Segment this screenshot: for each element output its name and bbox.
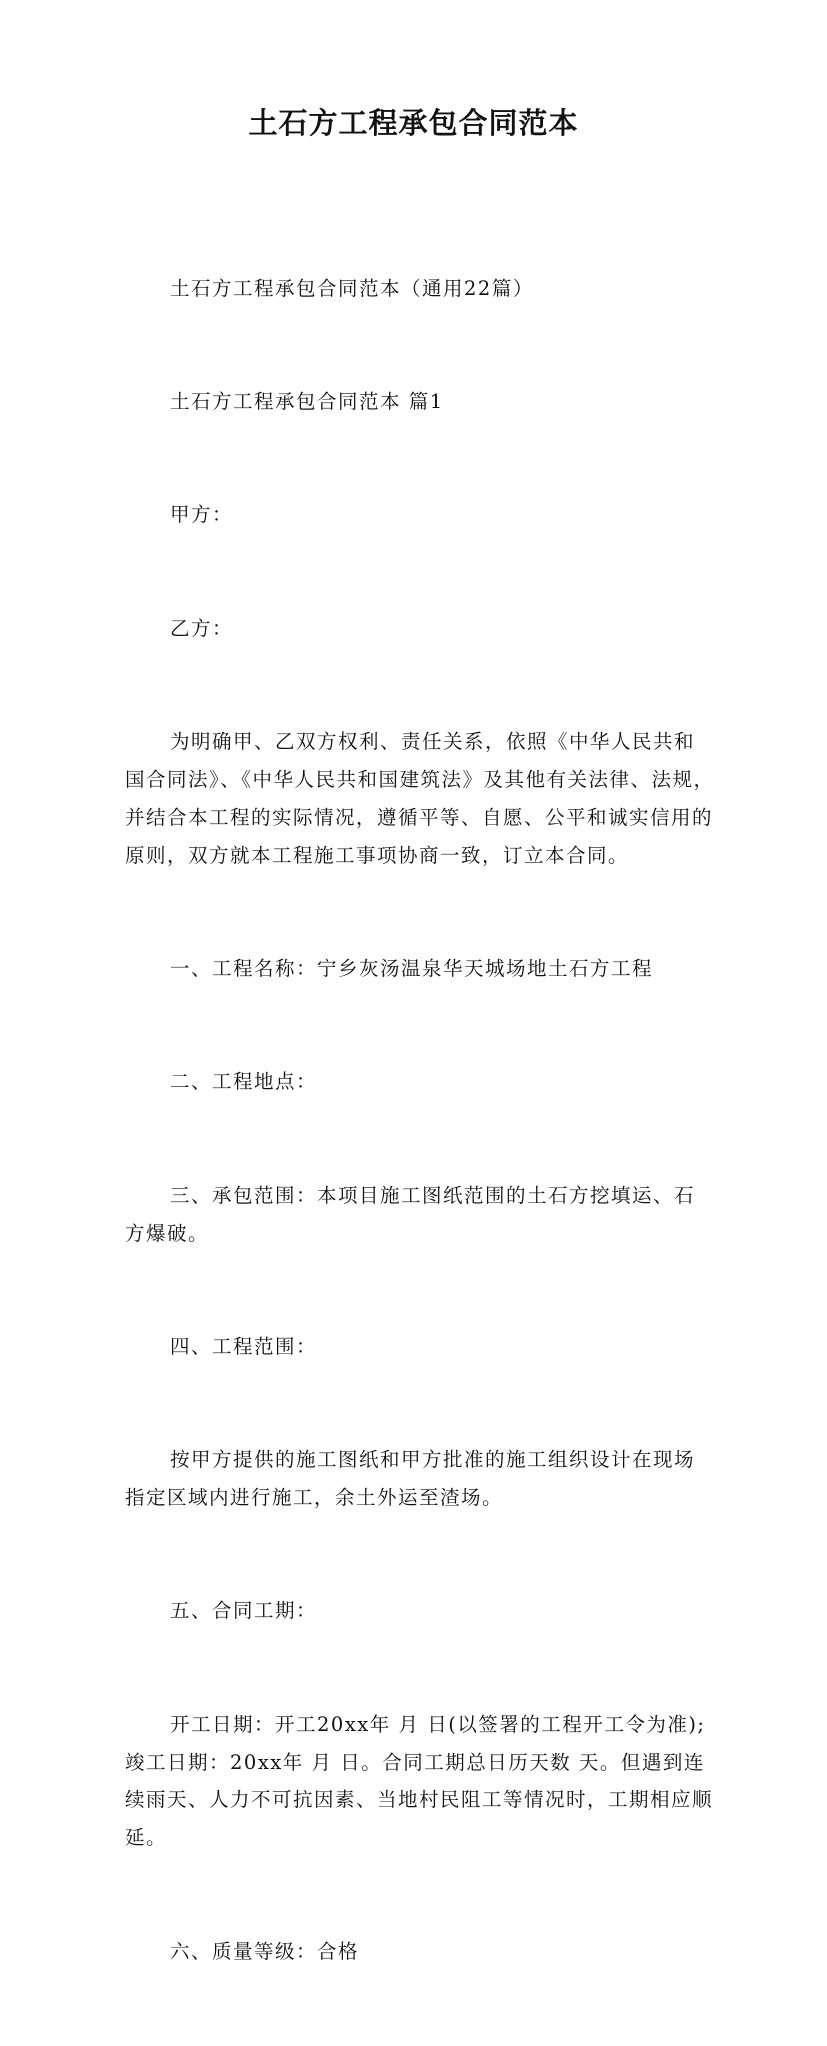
clause-project-name: 一、工程名称：宁乡灰汤温泉华天城场地土石方工程 [170, 956, 654, 980]
party-b-line: 乙方： [170, 616, 234, 640]
preamble-paragraph: 为明确甲、乙双方权利、责任关系，依照《中华人民共和国合同法》、《中华人民共和国建筑法》及其他有关法律、法规，并结合本工程的实际情况，遵循平等、自愿、公平和诚实信用的原则，双方就本工程施工事项协商一致，订立本合同。 [125, 730, 715, 867]
clause-contract-period: 五、合同工期： [170, 1599, 318, 1623]
clause-contract-scope: 三、承包范围：本项目施工图纸范围的土石方挖填运、石方爆破。 [125, 1183, 696, 1245]
clause-project-location: 二、工程地点： [170, 1070, 318, 1094]
subtitle-paragraph: 土石方工程承包合同范本（通用22篇） [170, 276, 534, 300]
document-title: 土石方工程承包合同范本 [248, 106, 579, 140]
clause-contract-period-detail: 开工日期：开工20xx年 月 日(以签署的工程开工令为准);竣工日期：20xx年 月 日。合同工期总日历天数 天。但遇到连续雨天、人力不可抗因素、当地村民阻工等情况时，工期相应顺延。 [125, 1712, 714, 1850]
section-heading-paragraph: 土石方工程承包合同范本 篇1 [170, 389, 444, 413]
clause-quality-grade: 六、质量等级：合格 [170, 1939, 360, 1963]
clause-project-range-detail: 按甲方提供的施工图纸和甲方批准的施工组织设计在现场指定区域内进行施工，余土外运至渣场。 [125, 1448, 696, 1510]
clause-project-range: 四、工程范围： [170, 1334, 318, 1358]
party-a-line: 甲方： [170, 503, 234, 527]
document-body [125, 194, 715, 2046]
